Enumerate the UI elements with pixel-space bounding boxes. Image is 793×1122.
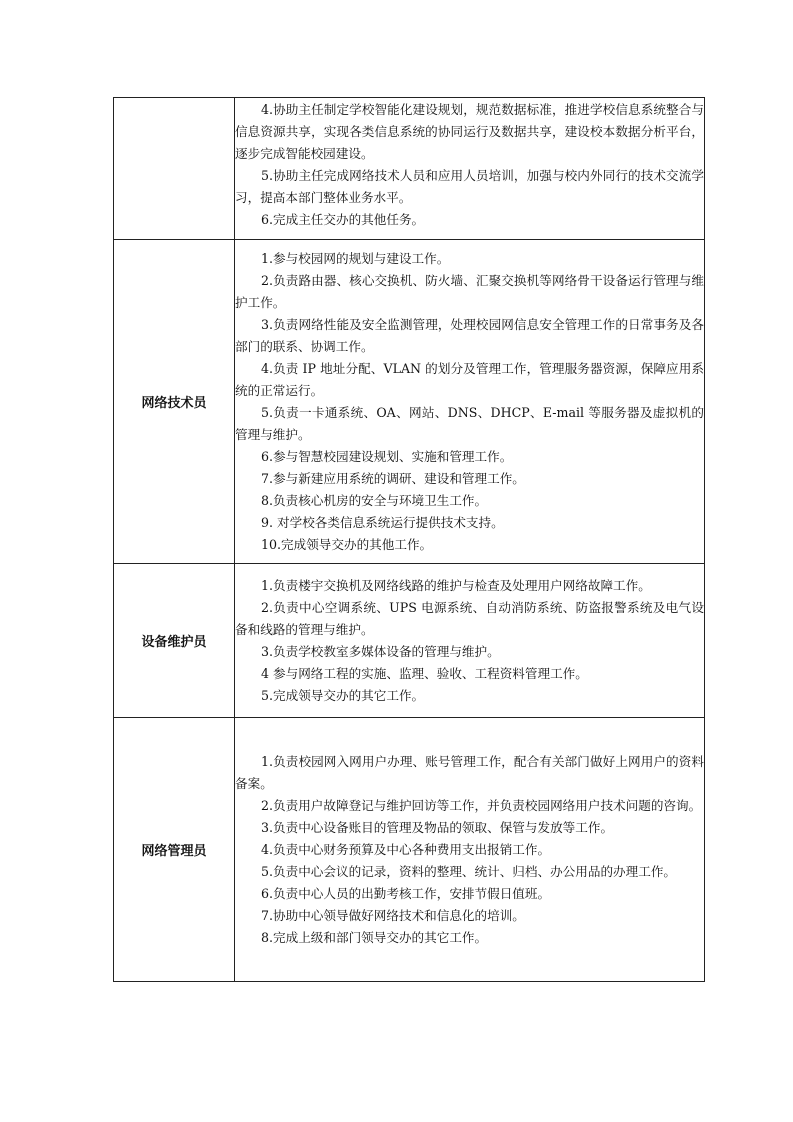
duty-item: 4.协助主任制定学校智能化建设规划，规范数据标准，推进学校信息系统整合与信息资源共享，实现各类信息系统的协同运行及数据共享，建设校本数据分析平台，逐步完成智能校园建设。 (235, 102, 704, 161)
duty-item: 2.负责中心空调系统、UPS 电源系统、自动消防系统、防盗报警系统及电气设备和线路的管理与维护。 (235, 599, 704, 637)
duties-cell (235, 718, 705, 982)
duty-item: 4 参与网络工程的实施、监理、验收、工程资料管理工作。 (261, 665, 588, 681)
duty-item: 5.协助主任完成网络技术人员和应用人员培训，加强与校内外同行的技术交流学习，提高本部门整体业务水平。 (235, 168, 704, 205)
role-cell (114, 98, 235, 240)
duty-item: 1.负责楼宇交换机及网络线路的维护与检查及处理用户网络故障工作。 (261, 577, 651, 593)
duty-item: 8.负责核心机房的安全与环境卫生工作。 (261, 492, 488, 508)
job-duties-table (113, 97, 705, 982)
duty-item: 4.负责 IP 地址分配、VLAN 的划分及管理工作，管理服务器资源，保障应用系统的正常运行。 (235, 360, 704, 398)
duty-item: 3.负责网络性能及安全监测管理，处理校园网信息安全管理工作的日常事务及各部门的联系、协调工作。 (235, 316, 704, 354)
duty-item: 4.负责中心财务预算及中心各种费用支出报销工作。 (261, 841, 551, 857)
table-row (114, 718, 705, 982)
table-row (114, 564, 705, 718)
duty-item: 8.完成上级和部门领导交办的其它工作。 (261, 929, 488, 945)
role-cell: 网络技术员 (114, 240, 235, 564)
duty-item: 1.负责校园网入网用户办理、账号管理工作，配合有关部门做好上网用户的资料备案。 (235, 753, 704, 791)
duty-item: 5.负责一卡通系统、OA、网站、DNS、DHCP、E-mail 等服务器及虚拟机的管理与维护。 (235, 404, 704, 442)
table-row (114, 240, 705, 564)
duty-item: 3.负责中心设备账目的管理及物品的领取、保管与发放等工作。 (261, 819, 614, 835)
duties-cell (235, 98, 705, 240)
duty-item: 2.负责路由器、核心交换机、防火墙、汇聚交换机等网络骨干设备运行管理与维护工作。 (235, 272, 704, 310)
duty-item: 1.参与校园网的规划与建设工作。 (261, 250, 450, 266)
duties-cell (235, 240, 705, 564)
role-cell: 网络管理员 (114, 718, 235, 982)
duty-item: 6.参与智慧校园建设规划、实施和管理工作。 (261, 448, 513, 464)
duty-item: 5.负责中心会议的记录，资料的整理、统计、归档、办公用品的办理工作。 (261, 863, 677, 879)
duty-item: 6.完成主任交办的其他任务。 (261, 212, 425, 227)
duty-item: 7.协助中心领导做好网络技术和信息化的培训。 (261, 907, 525, 923)
duty-item: 7.参与新建应用系统的调研、建设和管理工作。 (261, 470, 525, 486)
duty-item: 10.完成领导交办的其他工作。 (261, 536, 433, 552)
duty-item: 2.负责用户故障登记与维护回访等工作，并负责校园网络用户技术问题的咨询。 (261, 797, 702, 813)
duty-item: 3.负责学校教室多媒体设备的管理与维护。 (261, 643, 500, 659)
duties-cell (235, 564, 705, 718)
duty-item: 5.完成领导交办的其它工作。 (261, 687, 425, 703)
duty-item: 9. 对学校各类信息系统运行提供技术支持。 (261, 514, 504, 530)
table-row (114, 98, 705, 240)
duty-item: 6.负责中心人员的出勤考核工作，安排节假日值班。 (261, 885, 551, 901)
role-cell: 设备维护员 (114, 564, 235, 718)
